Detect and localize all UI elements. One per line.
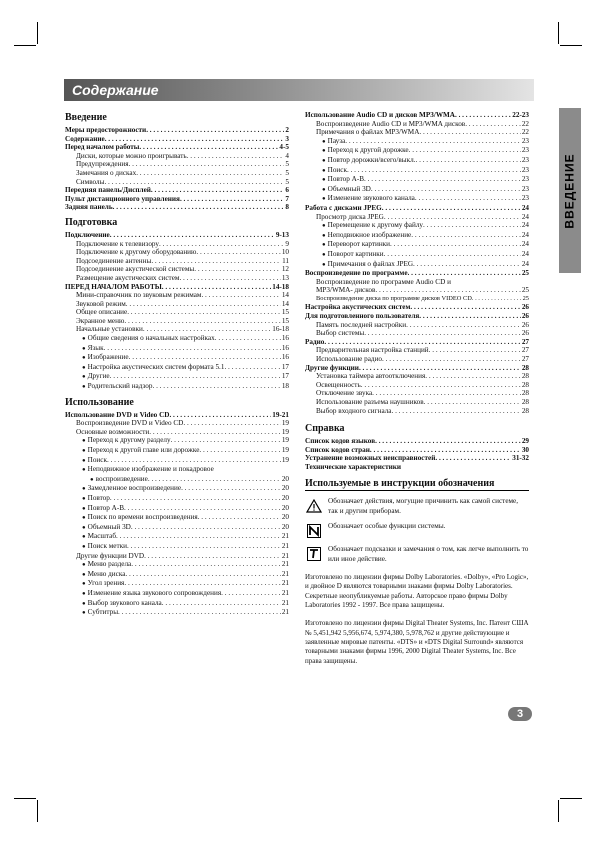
page-number-badge: 3 bbox=[508, 707, 532, 721]
toc-entry[interactable]: MP3/WMA- дисков . . . 25 bbox=[305, 286, 529, 295]
toc-right-column bbox=[305, 111, 529, 666]
toc-entry[interactable]: Начальные установки . . . 16-18 bbox=[65, 325, 289, 334]
toc-entry[interactable]: Пульт дистанционного управления . . . 7 bbox=[65, 195, 289, 204]
toc-entry[interactable]: ● Пауза . . . 23 bbox=[305, 137, 529, 147]
toc-entry[interactable]: ● Настройка акустических систем формата 5.1 . . . 17 bbox=[65, 363, 289, 373]
toc-entry[interactable]: Работа с дисками JPEG . . . 24 bbox=[305, 204, 529, 213]
toc-entry[interactable]: Символы . . . 5 bbox=[65, 178, 289, 187]
toc-entry[interactable]: ● Примечания о файлах JPEG . . . 24 bbox=[305, 260, 529, 270]
toc-entry[interactable]: ● воспроизведение . . . 20 bbox=[65, 475, 289, 485]
symbol-caution-text: Обозначает действия, могущие причинить как самой системе, так и другим приборам. bbox=[328, 497, 519, 515]
toc-entry[interactable]: Настройка акустических систем . . . 26 bbox=[305, 303, 529, 312]
crop-mark bbox=[14, 45, 36, 46]
page-title: Содержание bbox=[72, 82, 159, 98]
toc-entry-wrapped[interactable]: Воспроизведение по программе Audio CD и bbox=[316, 277, 451, 286]
tip-icon bbox=[305, 546, 323, 562]
symbol-tip-text: Обозначает подсказки и замечания о том, как легче выполнить то или иное действие. bbox=[328, 545, 529, 563]
toc-entry[interactable]: ● Объемный 3D . . . 20 bbox=[65, 523, 289, 533]
toc-entry[interactable]: Список кодов стран . . . 30 bbox=[305, 446, 529, 455]
toc-entry[interactable]: ● Поиск по времени воспроизведения . . . 20 bbox=[65, 513, 289, 523]
toc-entry[interactable]: Список кодов языков . . . 29 bbox=[305, 437, 529, 446]
toc-entry[interactable]: Использование DVD и Video CD . . . 19-21 bbox=[65, 411, 289, 420]
toc-entry[interactable]: ● Объемный 3D . . . 23 bbox=[305, 185, 529, 195]
toc-entry[interactable]: ● Изображение . . . 16 bbox=[65, 353, 289, 363]
toc-entry[interactable]: ● Общие сведения о начальных настройках . . . 16 bbox=[65, 334, 289, 344]
toc-entry[interactable]: ● Переход к другой главе или дорожке . . . 19 bbox=[65, 446, 289, 456]
toc-entry[interactable]: Просмотр диска JPEG . . . 24 bbox=[305, 213, 529, 222]
toc-entry[interactable]: ● Меню раздела . . . 21 bbox=[65, 560, 289, 570]
toc-entry[interactable]: Для подготовленного пользователя . . . 26 bbox=[305, 312, 529, 321]
toc-entry[interactable]: ● Поиск . . . 19 bbox=[65, 456, 289, 466]
toc-entry[interactable]: Передняя панель/Дисплей . . . 6 bbox=[65, 186, 289, 195]
toc-entry[interactable]: Воспроизведение DVD и Video CD . . . 19 bbox=[65, 419, 289, 428]
toc-entry[interactable]: Замечания о дисках . . . 5 bbox=[65, 169, 289, 178]
toc-entry[interactable]: Выбор входного сигнала . . . 28 bbox=[305, 407, 529, 416]
toc-entry[interactable]: Мини-справочник по звуковым режимам . . . 14 bbox=[65, 291, 289, 300]
section-heading: Использование bbox=[65, 396, 134, 408]
toc-entry[interactable]: Технические характеристики bbox=[305, 462, 402, 471]
toc-entry[interactable]: ● Повтор A-B . . . 23 bbox=[305, 175, 529, 185]
toc-entry[interactable]: Подсоединение акустической системы . . . 12 bbox=[65, 265, 289, 274]
toc-entry[interactable]: Предварительная настройка станций . . . 27 bbox=[305, 346, 529, 355]
symbol-note-text: Обозначает особые функции системы. bbox=[328, 522, 446, 531]
toc-entry[interactable]: Размещение акустических систем . . . 13 bbox=[65, 274, 289, 283]
toc-entry[interactable]: Другие функции . . . 28 bbox=[305, 364, 529, 373]
toc-entry[interactable]: ● Поворот картинки . . . 24 bbox=[305, 250, 529, 260]
toc-entry[interactable]: Меры предосторожности . . . 2 bbox=[65, 126, 289, 135]
toc-entry[interactable]: Подключение . . . 9-13 bbox=[65, 231, 289, 240]
toc-entry[interactable]: ● Повтор . . . 20 bbox=[65, 494, 289, 504]
toc-entry[interactable]: ● Повтор дорожки/всего/выкл. . . . 23 bbox=[305, 156, 529, 166]
warning-triangle-icon bbox=[305, 498, 323, 514]
toc-entry[interactable]: Подключение к телевизору . . . 9 bbox=[65, 240, 289, 249]
toc-entry[interactable]: ● Переход к другой дорожке . . . 23 bbox=[305, 146, 529, 156]
toc-entry[interactable]: ● Угол зрения . . . 21 bbox=[65, 579, 289, 589]
toc-entry[interactable]: Примечания о файлах MP3/WMA . . . 22 bbox=[305, 128, 529, 137]
toc-entry[interactable]: Выбор системы . . . 26 bbox=[305, 329, 529, 338]
toc-entry[interactable]: ● Изменение языка звукового сопровождения . . . 21 bbox=[65, 589, 289, 599]
crop-mark bbox=[37, 800, 38, 822]
section-tab-label: ВВЕДЕНИЕ bbox=[563, 152, 577, 229]
toc-entry[interactable]: ● Субтитры . . . 21 bbox=[65, 608, 289, 618]
toc-entry[interactable]: Перед началом работы . . . 4-5 bbox=[65, 143, 289, 152]
toc-entry[interactable]: ● Перемещение к другому файлу . . . 24 bbox=[305, 221, 529, 231]
crop-mark bbox=[560, 45, 582, 46]
symbol-tip-row bbox=[305, 545, 529, 564]
toc-entry[interactable]: Отключение звука . . . 28 bbox=[305, 389, 529, 398]
toc-entry[interactable]: ● Другие . . . 17 bbox=[65, 372, 289, 382]
toc-entry[interactable]: ● Неподвижное изображение . . . 24 bbox=[305, 231, 529, 241]
toc-entry[interactable]: ● Повтор A-B . . . 20 bbox=[65, 504, 289, 514]
toc-entry[interactable]: ● Переход к другому разделу . . . 19 bbox=[65, 436, 289, 446]
toc-entry[interactable]: Подсоединение антенны . . . 11 bbox=[65, 257, 289, 266]
section-heading: Подготовка bbox=[65, 216, 118, 228]
symbol-note-row bbox=[305, 522, 529, 539]
toc-entry[interactable]: Установка таймера автоотключения . . . 28 bbox=[305, 372, 529, 381]
toc-entry[interactable]: Воспроизведение по программе . . . 25 bbox=[305, 269, 529, 278]
note-icon bbox=[305, 523, 323, 539]
crop-mark bbox=[558, 800, 559, 822]
toc-entry[interactable]: Предупреждения . . . 5 bbox=[65, 160, 289, 169]
section-side-tab bbox=[559, 108, 581, 273]
toc-entry[interactable]: ● Изменение звукового канала . . . 23 bbox=[305, 194, 529, 204]
toc-entry[interactable]: Использование радио . . . 27 bbox=[305, 355, 529, 364]
toc-entry[interactable]: Устранение возможных неисправностей . . . 31-32 bbox=[305, 454, 529, 463]
toc-entry[interactable]: Звуковой режим . . . 14 bbox=[65, 300, 289, 309]
toc-entry[interactable]: Воспроизведение диска по программе дисков VIDEO CD . . . 25 bbox=[305, 295, 529, 304]
toc-entry[interactable]: Основные возможности . . . 19 bbox=[65, 428, 289, 437]
crop-mark bbox=[558, 22, 559, 44]
toc-entry[interactable]: Подключение к другому оборудованию . . . 10 bbox=[65, 248, 289, 257]
crop-mark bbox=[37, 22, 38, 44]
toc-entry[interactable]: Память последней настройки . . . 26 bbox=[305, 321, 529, 330]
toc-entry[interactable]: ● Масштаб . . . 21 bbox=[65, 532, 289, 542]
toc-entry[interactable]: Использование разъема наушников . . . 28 bbox=[305, 398, 529, 407]
toc-entry[interactable]: ПЕРЕД НАЧАЛОМ РАБОТЫ . . . 14-18 bbox=[65, 283, 289, 292]
toc-entry[interactable]: ● Переворот картинки . . . 24 bbox=[305, 240, 529, 250]
toc-entry-wrapped[interactable]: ● Неподвижное изображение и покадровое bbox=[65, 465, 289, 475]
toc-entry[interactable]: Другие функции DVD . . . 21 bbox=[65, 552, 289, 561]
toc-entry[interactable]: Общее описание . . . 15 bbox=[65, 308, 289, 317]
toc-entry[interactable]: Радио . . . 27 bbox=[305, 338, 529, 347]
toc-entry[interactable]: ● Меню диска . . . 21 bbox=[65, 570, 289, 580]
toc-entry[interactable]: ● Родительский надзор . . . 18 bbox=[65, 382, 289, 392]
toc-entry[interactable]: Задняя панель . . . 8 bbox=[65, 203, 289, 212]
toc-entry[interactable]: ● Язык . . . 16 bbox=[65, 344, 289, 354]
symbols-heading: Используемые в инструкции обозначения bbox=[305, 480, 529, 492]
toc-entry[interactable]: ● Поиск . . . 23 bbox=[305, 166, 529, 176]
toc-entry[interactable]: Освещенность . . . 28 bbox=[305, 381, 529, 390]
symbol-caution-row bbox=[305, 497, 529, 516]
toc-left-column bbox=[65, 112, 289, 618]
dolby-license-text: Изготовлено по лицензии фирмы Dolby Laboratories. «Dolby», «Pro Logic», и двойное D являются товарными знаками фирмы Dolby Laboratories. Секретные неопубликуемые работы. Авторское право фирмы Dolby Laboratories 1992 - 1997. Все права защищены. bbox=[305, 573, 529, 610]
crop-mark bbox=[560, 798, 582, 799]
dts-license-text: Изготовлено по лицензии фирмы Digital Theater Systems, Inc. Патент США № 5,451,942 5,956,674, 5,974,380, 5,978,762 и другие действующие и заявленные мировые патенты. «DTS» и «DTS Digital Surround» являются товарными знаками фирмы 1996, 2000 Digital Theater Systems, Inc. Все права защищены. bbox=[305, 619, 529, 665]
section-heading: Введение bbox=[65, 112, 107, 123]
toc-entry[interactable]: Использование Audio CD и дисков MP3/WMA . . . 22-23 bbox=[305, 111, 529, 120]
toc-entry[interactable]: Содержание . . . 3 bbox=[65, 135, 289, 144]
toc-entry[interactable]: ● Поиск метки . . . 21 bbox=[65, 542, 289, 552]
crop-mark bbox=[14, 798, 36, 799]
toc-entry[interactable]: Экранное меню . . . 15 bbox=[65, 317, 289, 326]
toc-entry[interactable]: Воспроизведение Audio CD и MP3/WMA дисков . . . 22 bbox=[305, 120, 529, 129]
toc-entry[interactable]: ● Замедленное воспроизведение . . . 20 bbox=[65, 484, 289, 494]
section-heading: Справка bbox=[305, 423, 345, 435]
toc-entry[interactable]: Диски, которые можно проигрывать . . . 4 bbox=[65, 152, 289, 161]
toc-entry[interactable]: ● Выбор звукового канала . . . 21 bbox=[65, 599, 289, 609]
